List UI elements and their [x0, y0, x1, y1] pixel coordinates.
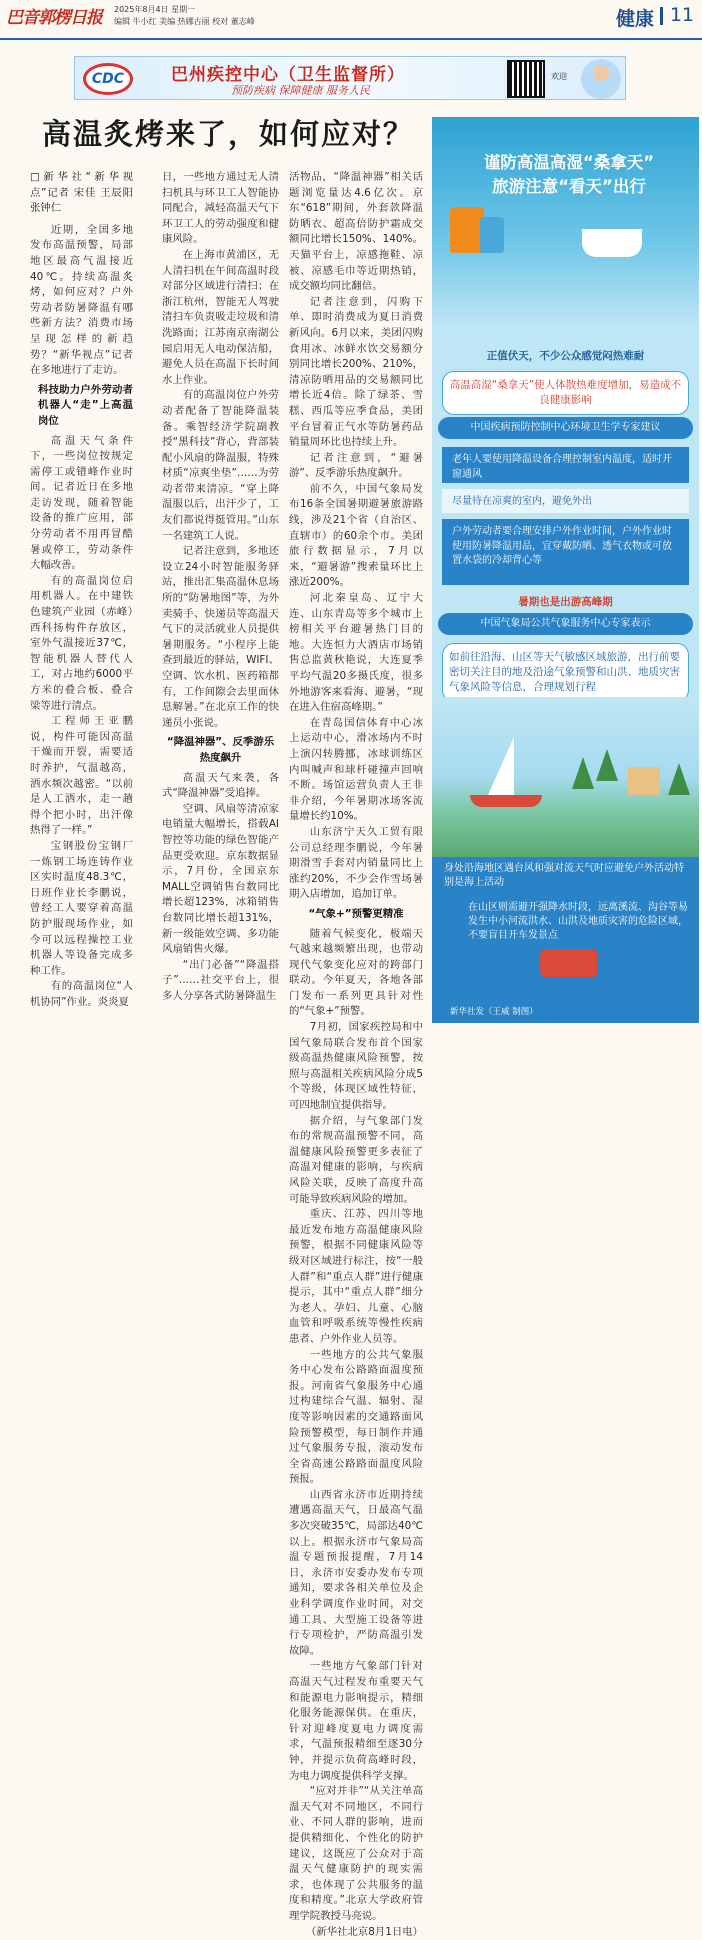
article-paragraph: 记者注意到，闪购下单、即时消费成为夏日消费新风向。6月以来，美团闪购食用冰、冰鲜水饮交易额分别同比增长200%、210%，清凉防晒用品的交易额同比增长近4倍。除了绿茶、雪糕、西瓜等应季食品，美团平台冒着正气水等防暑药品销量周环比也持续上升。 [289, 295, 423, 451]
qr-code-icon [507, 60, 545, 98]
tip-outdoor-workers: 户外劳动者要合理安排户外作业时间，户外作业时使用防暑降温用品，宜穿戴防晒、透气衣物或可放置水袋的冷却背心等 [442, 519, 689, 585]
article-paragraph: 工程师王亚鹏说，构件可能因高温干燥而开裂，需要适时养护，气温越高，洒水频次越密。“以前是人工洒水，走一趟得个把小时，出汗像热得了一样。” [30, 714, 133, 839]
article-paragraph: 高温天气来袭，各式“降温神器”受追捧。 [162, 771, 279, 802]
warning-heading: 正值伏天，不少公众感觉闷热难耐 [442, 349, 689, 364]
article-paragraph: “应对并非”“从关注单高温天气对不同地区，不同行业、不同人群的影响，进而提供精细化、个性化的防护建议，这既应了公众对于高温天气健康防护的现实需求，也体现了公共服务的温度和精度。”北京大学政府管理学院教授马亮说。 [289, 1784, 423, 1924]
article-paragraph: 一些地方的公共气象服务中心发布公路路面温度预报。河南省气象服务中心通过构建综合气温、辐射、湿度等影响因素的交通路面风险预警模型，每日制作并通过气象服务专报，滚动发布全省高速公路路面温度风险预报。 [289, 1348, 423, 1488]
expert-banner-meteorology: 中国气象局公共气象服务中心专家表示 [438, 613, 693, 635]
article-paragraph: 有的高温岗位启用机器人。在中建铁色建筑产业园（赤峰）西科扬构件存放区，室外气温接近37℃，智能机器人替代人工，对占地约6000平方米的叠合板、叠合梁等进行清点。 [30, 574, 133, 714]
article-paragraph: 记者注意到，“避暑游”、反季游乐热度飙升。 [289, 451, 423, 482]
article-column-3 [289, 170, 423, 1018]
article-paragraph: 重庆、江苏、四川等地最近发布地方高温健康风险预警，根据不同健康风险等级对区域进行标注，按“一般人群”和“重点人群”进行健康提示，其中“重点人群”细分为老人、孕妇、儿童、心脑血管和呼吸系统等慢性疾病患者、户外作业人员等。 [289, 1207, 423, 1347]
ad-slogan: 预防疾病 保障健康 服务人民 [231, 82, 370, 98]
suitcase-icon [480, 217, 504, 253]
warning-box: 高温高湿“桑拿天”使人体散热难度增加，易造成不良健康影响 [442, 371, 689, 415]
article-paragraph: 河北秦皇岛、辽宁大连、山东青岛等多个城市上榜相关平台避暑热门目的地。大连恒力大酒店市场销售总监黄秋艳说，大连夏季平均气温20多摄氏度，很多外地游客来看海、避暑，“现在进入住宿高峰期。” [289, 591, 423, 716]
doctor-illustration-icon [581, 59, 621, 99]
article-paragraph: 有的高温岗位户外劳动者配备了智能降温装备。乘智经济学院副教授“黑科技”背心，背部装配小风扇的降温服，特殊材质“凉爽坐垫”……为劳动者带来清凉。“穿上降温服以后，出汗少了，工友们都说得挺管用。”山东一名建筑工人说。 [162, 388, 279, 544]
article-column-1 [30, 170, 133, 1018]
section-divider [660, 7, 663, 25]
subheading: “降温神器”、反季游乐热度飙升 [162, 735, 279, 766]
subheading: “气象+”预警更精准 [289, 907, 423, 923]
house-icon [628, 767, 660, 795]
landscape-illustration [432, 697, 699, 857]
staff-credits: 编辑 牛小红 美编 热娜古丽 校对 董志峰 [114, 16, 255, 27]
article-paragraph: 在青岛国信体育中心冰上运动中心，滑冰场内不时上演闪转腾挪，冰球训练区内叫喊声和球杆碰撞声回响不断。场馆运营负责人王非非介绍，今年暑期冰场客流量增长约10%。 [289, 716, 423, 825]
article-paragraph: 日，一些地方通过无人清扫机具与环卫工人智能协同配合，减轻高温天气下环卫工人的劳动强度和健康风险。 [162, 170, 279, 248]
article-paragraph: 活物品，“降温神器”相关话题浏览量达4.6亿次。京东“618”期间，外套款降温防晒衣、超高倍防护霜成交额同比增长150%、140%。天猫平台上，凉感拖鞋、凉被、凉感毛巾等近期热销，成交额均同比翻倍。 [289, 170, 423, 295]
subheading: 科技助力户外劳动者 机器人“走”上高温岗位 [38, 383, 133, 430]
infographic-title [454, 151, 684, 199]
masthead [0, 0, 702, 40]
article-paragraph: 据介绍，与气象部门发布的常规高温预警不同，高温健康风险预警更多表征了高温对健康的影响，与疾病风险关联，反映了高度升高可能导致疾病风险的增加。 [289, 1114, 423, 1208]
article-paragraph: 有的高温岗位“人机协同”作业。炎炎夏 [30, 979, 133, 1010]
article-paragraph: 空调、风扇等清凉家电销量大幅增长，搭载AI智控等功能的绿色智能产品更受欢迎。京东数据显示，7月份，全国京东MALL空调销售台数同比增长超123%，冰箱销售台数同比增长超131%，新一级能效空调、多功能风扇销售火爆。 [162, 802, 279, 958]
sailboat-icon [488, 737, 514, 795]
infographic-title-line1: 谨防高温高湿“桑拿天” [454, 151, 684, 175]
cdc-banner-ad [74, 56, 626, 100]
tip-coastal: 身处沿海地区遇台风和强对流天气时应避免户外活动特别是海上活动 [444, 862, 687, 890]
boat-hull-icon [470, 795, 542, 807]
travel-heading: 暑期也是出游高峰期 [442, 595, 689, 610]
article-column-2 [162, 170, 279, 1018]
tip-mountain: 在山区则需避开强降水时段，远离溪流、沟谷等易发生中小河流洪水、山洪及地质灾害的危险区域，不要盲目开车发景点 [468, 901, 690, 943]
headline: 高温炙烤来了，如何应对？ [42, 112, 414, 153]
van-icon [540, 949, 598, 977]
infographic [432, 117, 699, 1023]
dateline: （新华社北京8月1日电） [289, 1925, 423, 1940]
section-name: 健康 [616, 4, 654, 31]
infographic-title-line2: 旅游注意“看天”出行 [454, 175, 684, 199]
tip-travel-planning: 如前往沿海、山区等天气敏感区域旅游，出行前要密切关注目的地及沿途气象预警和山洪、地质灾害气象风险等信息，合理规划行程 [442, 643, 689, 702]
article-paragraph: 一些地方气象部门针对高温天气过程发布重要天气和能源电力影响提示，精细化服务能源保供。在重庆，针对迎峰度夏电力调度需求，气温预报精细至逐30分钟，并提示负荷高峰时段，为电力调度提供科学支撑。 [289, 1659, 423, 1784]
article-paragraph: 近期，全国多地发布高温预警，局部地区最高气温接近40℃。持续高温炙烤，如何应对？户外劳动者防暑降温有哪些新方法？消费市场呈现怎样的新趋势？“新华视点”记者在多地进行了走访。 [30, 223, 133, 379]
tree-icon [668, 763, 690, 795]
article-paragraph: 前不久，中国气象局发布16条全国暑期避暑旅游路线，涉及21个省（自治区、直辖市）的60余个市。美团旅行数据显示，7月以来，“避暑游”搜索量环比上涨近200%。 [289, 482, 423, 591]
article-paragraph: 高温天气条件下，一些岗位按规定需停工或错峰作业时间。记者近日在多地走访发现，随着智能设备的推广应用，部分劳动者不用再冒酷暑或停工，劳动条件大幅改善。 [30, 434, 133, 574]
tip-stay-indoors: 尽量待在凉爽的室内，避免外出 [442, 489, 689, 513]
tree-icon [572, 757, 594, 789]
expert-banner-cdc: 中国疾病预防控制中心环境卫生学专家建议 [438, 417, 693, 439]
ad-qr-label: 欢迎 [551, 71, 567, 82]
byline: □新华社“新华视点”记者 宋佳 王辰阳 张钟仁 [30, 170, 133, 217]
tree-icon [596, 749, 618, 781]
article-paragraph: 在上海市黄浦区，无人清扫机在午间高温时段对部分区域进行清扫；在浙江杭州，智能无人驾驶清扫车负责吸走垃圾和清洗路面；江苏南京南湖公园启用无人电动保洁船，避免人员在高温下长时间水上作业。 [162, 248, 279, 388]
issue-date: 2025年8月4日 星期一 [114, 4, 195, 15]
article-paragraph: 随着气候变化，极端天气越来越频繁出现，也带动现代气象变化应对的跨部门联动。今年夏天，各地各部门发布一系列更具针对性的“气象+”预警。 [289, 927, 423, 1021]
ad-org-name: 巴州疾控中心（卫生监督所） [171, 60, 405, 85]
infographic-credit: 新华社发（王威 制图） [450, 1005, 538, 1017]
newspaper-logo: 巴音郭楞日报 [6, 3, 102, 28]
article-paragraph: 记者注意到，多地还设立24小时智能服务驿站，推出汇集高温休息场所的“防暑地图”等，为外卖骑手、快递员等高温天气下的灵活就业人员提供暑期服务。“小程序上能查到最近的驿站，WIFI、空调、饮水机、医药箱都有，工作间隙会去里面休息解暑。”在北京工作的快递员小张说。 [162, 544, 279, 731]
cdc-logo-icon: CDC [83, 63, 133, 95]
article-paragraph: 7月初，国家疾控局和中国气象局联合发布首个国家级高温热健康风险预警，按照与高温相关疾病风险分成5个等级，体现区域性特征，可四地制宜提供指导。 [289, 1020, 423, 1114]
article-paragraph: 宝钢股份宝钢厂一炼钢工场连铸作业区实时温度48.3℃，日班作业长李鹏说，曾经工人要穿着高温防护服现场作业，如今可以远程操控工业机器人等设备完成多种工作。 [30, 839, 133, 979]
article-paragraph: “出门必备”“降温搭子”……社交平台上，很多人分享各式防暑降温生 [162, 958, 279, 1005]
article-paragraph: 山东济宁天久工贸有限公司总经理李鹏说，今年暑期滑雪手套对内销量同比上涨约20%，不少会作雪场暑期入店增加，追加订单。 [289, 825, 423, 903]
page-number: 11 [670, 4, 694, 26]
tip-elderly: 老年人要使用降温设备合理控制室内温度，适时开窗通风 [442, 447, 689, 483]
suitcase-icon [450, 207, 484, 253]
article-paragraph: 山西省永济市近期持续遭遇高温天气，日最高气温多次突破35℃，局部达40℃以上。根据永济市气象局高温专题预报提醒，7月14日，永济市安委办发布专项通知，要求各相关单位及企业科学调度作业时间，对交通工具、大型施工设备等进行专项检护，严防高温引发故障。 [289, 1488, 423, 1660]
cruise-ship-icon [582, 229, 642, 257]
